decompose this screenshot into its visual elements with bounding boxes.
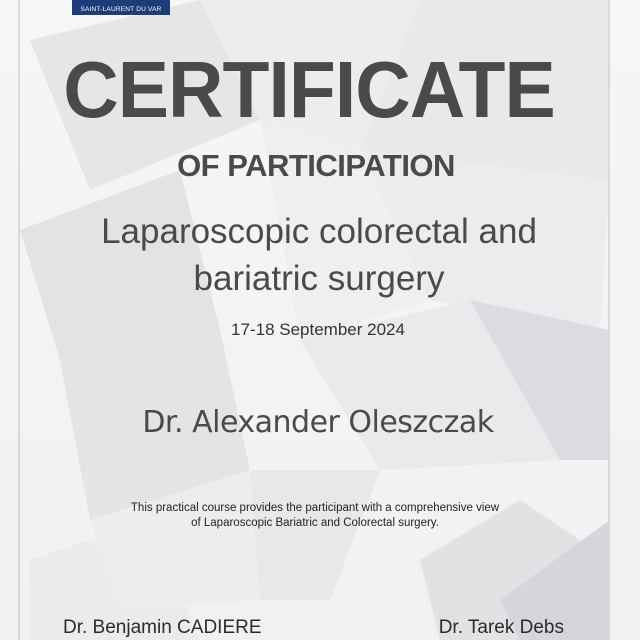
certificate-title: CERTIFICATE [63, 45, 555, 134]
institution-logo [72, 0, 170, 15]
signatory-left: Dr. Benjamin CADIERE [63, 617, 262, 638]
participant-name: Dr. Alexander Oleszczak [142, 405, 494, 440]
course-dates: 17-18 September 2024 [231, 320, 405, 339]
certificate-subtitle: OF PARTICIPATION [177, 148, 455, 183]
course-name [0, 208, 638, 302]
course-description [0, 501, 630, 531]
course-name-line-1: Laparoscopic colorectal and [101, 212, 537, 251]
signatory-right: Dr. Tarek Debs [438, 617, 564, 638]
logo-text: SAINT-LAURENT DU VAR [80, 6, 162, 13]
description-line-1: This practical course provides the participant with a comprehensive view [130, 502, 500, 514]
description-line-2: of Laparoscopic Bariatric and Colorectal surgery. [191, 517, 439, 529]
course-name-line-2: bariatric surgery [193, 259, 445, 298]
